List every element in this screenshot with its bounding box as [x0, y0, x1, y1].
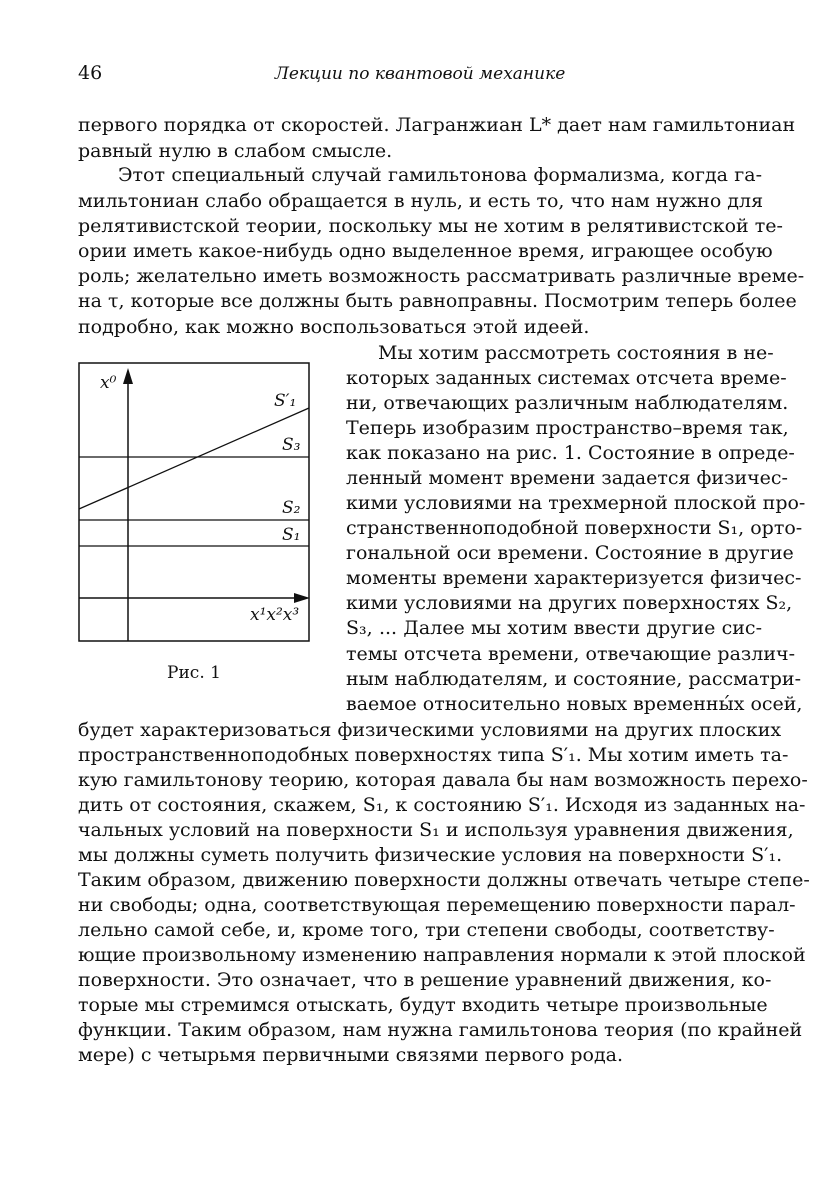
- text-line: торые мы стремимся отыскать, будут входить четыре произвольные: [78, 994, 768, 1016]
- text-line: первого порядка от скоростей. Лагранжиан L* дает нам гамильтониан: [78, 114, 796, 136]
- text-line: подробно, как можно воспользоваться этой идеей.: [78, 316, 590, 338]
- text-line: Теперь изобразим пространство–время так,: [346, 417, 789, 439]
- text-line: ющие произвольному изменению направления нормали к этой плоской: [78, 944, 806, 966]
- text-line: лельно самой себе, и, кроме того, три степени свободы, соответству-: [78, 919, 775, 941]
- text-line: как показано на рис. 1. Состояние в опреде-: [346, 442, 795, 464]
- text-line: Этот специальный случай гамильтонова формализма, когда га-: [118, 164, 762, 186]
- text-line: темы отсчета времени, отвечающие различ-: [346, 643, 796, 665]
- text-line: моменты времени характеризуется физичес-: [346, 567, 802, 589]
- text-line: будет характеризоваться физическими условиями на других плоских: [78, 719, 782, 741]
- text-line: мильтониан слабо обращается в нуль, и есть то, что нам нужно для: [78, 190, 764, 212]
- text-line: релятивистской теории, поскольку мы не хотим в релятивистской те-: [78, 215, 783, 237]
- surface-label-s3: S₃: [282, 435, 301, 455]
- time-axis-arrowhead: [123, 368, 133, 384]
- text-line: которых заданных системах отсчета време-: [346, 367, 787, 389]
- text-line: Мы хотим рассмотреть состояния в не-: [378, 342, 774, 364]
- text-line: мере) с четырьмя первичными связями первого рода.: [78, 1044, 624, 1066]
- text-line: кими условиями на других поверхностях S₂,: [346, 592, 793, 614]
- surface-label-s1: S₁: [282, 525, 301, 545]
- text-line: роль; желательно иметь возможность рассматривать различные време-: [78, 265, 805, 287]
- spacetime-diagram: [78, 362, 310, 642]
- text-line: чальных условий на поверхности S₁ и используя уравнения движения,: [78, 819, 794, 841]
- text-line: гональной оси времени. Состояние в другие: [346, 542, 794, 564]
- text-line: ни свободы; одна, соответствующая перемещению поверхности парал-: [78, 894, 796, 916]
- text-line: кую гамильтонову теорию, которая давала бы нам возможность перехо-: [78, 769, 808, 791]
- surface-label-s2: S₂: [282, 498, 301, 518]
- figure-caption: Рис. 1: [167, 663, 221, 683]
- time-axis-label: x⁰: [100, 373, 117, 393]
- text-line: ни, отвечающих различным наблюдателям.: [346, 392, 789, 414]
- text-line: S₃, ... Далее мы хотим ввести другие сис-: [346, 617, 762, 639]
- page-header: [78, 62, 762, 92]
- running-title: Лекции по квантовой механике: [274, 64, 566, 84]
- space-axis-arrowhead: [294, 593, 310, 603]
- text-line: равный нулю в слабом смысле.: [78, 140, 393, 162]
- text-line: кими условиями на трехмерной плоской про-: [346, 492, 806, 514]
- spacetime-figure: [78, 362, 310, 642]
- text-line: пространственноподобных поверхностях типа S′₁. Мы хотим иметь та-: [78, 744, 789, 766]
- text-line: ории иметь какое-нибудь одно выделенное время, играющее особую: [78, 240, 773, 262]
- text-line: мы должны суметь получить физические условия на поверхности S′₁.: [78, 844, 783, 866]
- text-line: функции. Таким образом, нам нужна гамильтонова теория (по крайней: [78, 1019, 803, 1041]
- page-number: 46: [78, 62, 103, 84]
- surface-label-s1-prime: S′₁: [274, 391, 297, 411]
- text-line: на τ, которые все должны быть равноправны. Посмотрим теперь более: [78, 290, 797, 312]
- text-line: дить от состояния, скажем, S₁, к состоянию S′₁. Исходя из заданных на-: [78, 794, 806, 816]
- text-line: странственноподобной поверхности S₁, орто-: [346, 517, 803, 539]
- text-line: поверхности. Это означает, что в решение уравнений движения, ко-: [78, 969, 772, 991]
- space-axis-label: x¹x²x³: [250, 605, 300, 625]
- text-line: ваемое относительно новых временны́х осей,: [346, 693, 803, 715]
- text-line: ным наблюдателям, и состояние, рассматри-: [346, 668, 801, 690]
- text-line: Таким образом, движению поверхности должны отвечать четыре степе-: [78, 869, 810, 891]
- surface-line-s1-prime: [79, 408, 309, 509]
- text-line: ленный момент времени задается физичес-: [346, 467, 788, 489]
